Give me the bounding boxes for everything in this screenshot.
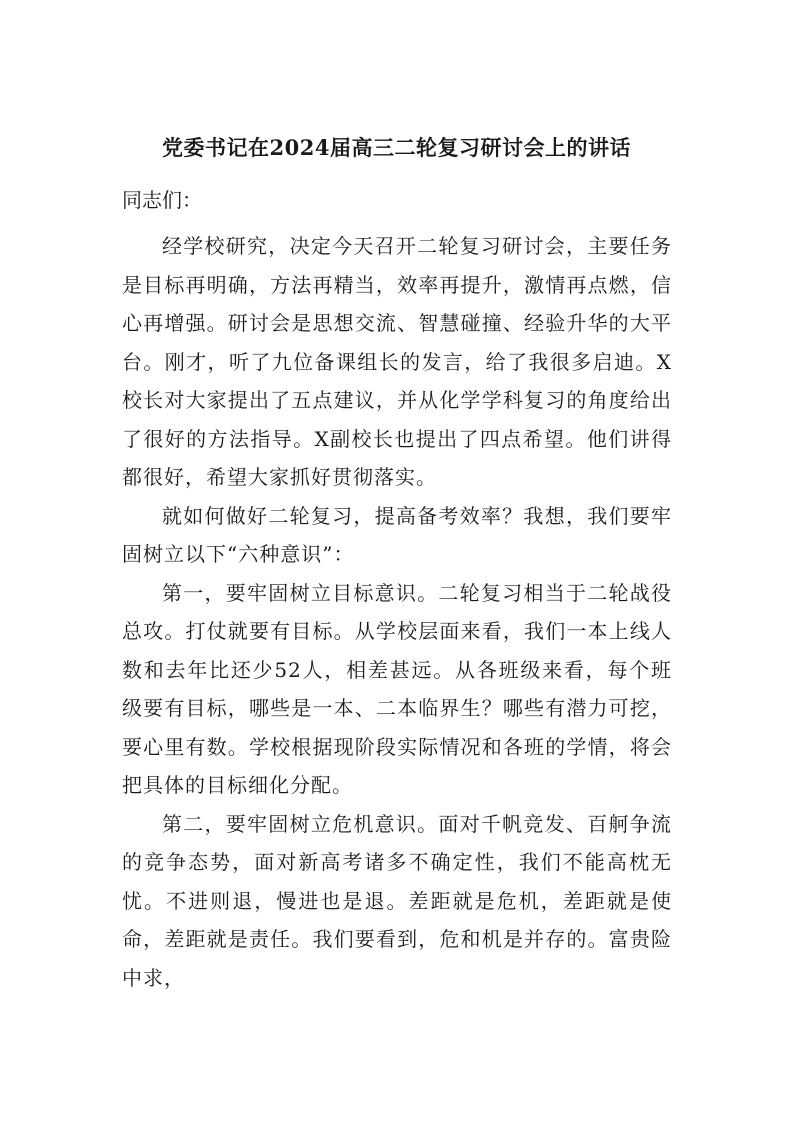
salutation: 同志们： — [122, 188, 202, 212]
document-title: 党委书记在2024届高三二轮复习研讨会上的讲话 — [162, 135, 631, 160]
paragraph-1: 经学校研究，决定今天召开二轮复习研讨会，主要任务是目标再明确，方法再精当，效率再提升，激情再点燃，信心再增强。研讨会是思想交流、智慧碰撞、经验升华的大平台。刚才，听了九位备课组长的发言，给了我很多启迪。X校长对大家提出了五点建议，并从化学学科复习的角度给出了很好的方法指导。X副校长也提出了四点希望。他们讲得都很好，希望大家抓好贯彻落实。 — [122, 234, 672, 489]
paragraph-2: 就如何做好二轮复习，提高备考效率？我想，我们要牢固树立以下“六种意识”： — [122, 503, 672, 566]
document-body — [122, 227, 672, 997]
paragraph-3: 第一，要牢固树立目标意识。二轮复习相当于二轮战役总攻。打仗就要有目标。从学校层面来看，我们一本上线人数和去年比还少52人，相差甚远。从各班级来看，每个班级要有目标，哪些是一本、二本临界生？哪些有潜力可挖，要心里有数。学校根据现阶段实际情况和各班的学情，将会把具体的目标细化分配。 — [122, 580, 672, 797]
paragraph-4: 第二，要牢固树立危机意识。面对千帆竞发、百舸争流的竞争态势，面对新高考诸多不确定性，我们不能高枕无忧。不进则退，慢进也是退。差距就是危机，差距就是使命，差距就是责任。我们要看到，危和机是并存的。富贵险中求， — [122, 811, 672, 990]
